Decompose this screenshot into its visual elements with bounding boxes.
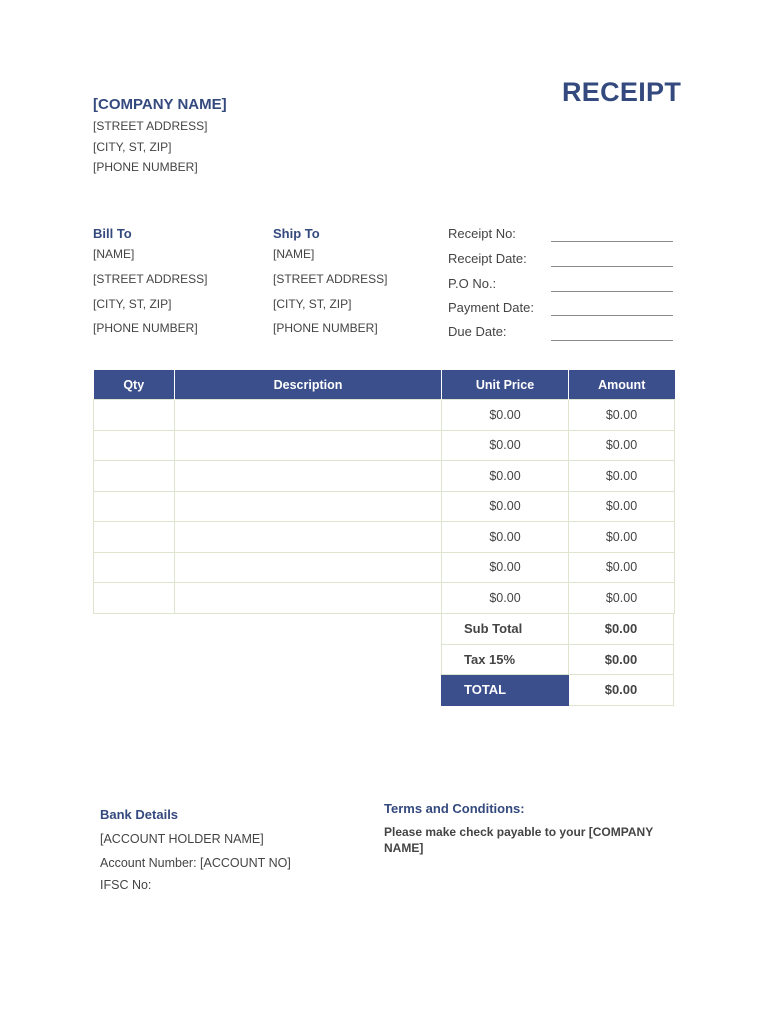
cell-unit-price: $0.00 [442,583,569,614]
total-value: $0.00 [569,675,674,706]
ship-to-city: [CITY, ST, ZIP] [273,297,352,311]
receipt-date-label: Receipt Date: [448,251,527,266]
total-label: TOTAL [442,675,569,706]
cell-qty [94,461,175,492]
cell-unit-price: $0.00 [442,522,569,553]
company-street: [STREET ADDRESS] [93,119,208,133]
cell-amount: $0.00 [569,552,675,583]
items-table [93,370,675,614]
receipt-date-field[interactable] [551,266,673,267]
table-row [94,461,675,492]
column-header-qty: Qty [94,370,175,400]
tax-value: $0.00 [569,644,674,675]
table-row [94,491,675,522]
cell-amount: $0.00 [569,400,675,431]
total-row [442,675,674,706]
cell-description [175,552,442,583]
column-header-description: Description [175,370,442,400]
cell-description [175,430,442,461]
bill-to-heading: Bill To [93,226,132,241]
cell-unit-price: $0.00 [442,552,569,583]
cell-amount: $0.00 [569,522,675,553]
company-name: [COMPANY NAME] [93,96,227,113]
cell-qty [94,491,175,522]
cell-amount: $0.00 [569,583,675,614]
account-holder: [ACCOUNT HOLDER NAME] [100,832,264,846]
ship-to-name: [NAME] [273,247,315,261]
receipt-title: RECEIPT [562,77,682,107]
cell-qty [94,522,175,553]
po-no-label: P.O No.: [448,276,497,291]
bill-to-phone: [PHONE NUMBER] [93,321,198,335]
tax-row [442,644,674,675]
cell-amount: $0.00 [569,461,675,492]
table-row [94,522,675,553]
ifsc-no: IFSC No: [100,878,152,892]
cell-qty [94,552,175,583]
column-header-amount: Amount [569,370,675,400]
items-header-row [94,370,675,400]
subtotal-row [442,614,674,645]
cell-description [175,583,442,614]
cell-unit-price: $0.00 [442,400,569,431]
company-phone: [PHONE NUMBER] [93,160,198,174]
due-date-label: Due Date: [448,324,507,339]
ship-to-heading: Ship To [273,226,320,241]
cell-unit-price: $0.00 [442,430,569,461]
cell-description [175,400,442,431]
cell-qty [94,583,175,614]
cell-qty [94,400,175,431]
cell-description [175,522,442,553]
cell-unit-price: $0.00 [442,461,569,492]
subtotal-value: $0.00 [569,614,674,645]
po-no-field[interactable] [551,291,673,292]
table-row [94,552,675,583]
ship-to-phone: [PHONE NUMBER] [273,321,378,335]
bill-to-street: [STREET ADDRESS] [93,272,208,286]
bill-to-name: [NAME] [93,247,135,261]
terms-heading: Terms and Conditions: [384,801,525,816]
payment-date-label: Payment Date: [448,300,534,315]
tax-label: Tax 15% [442,644,569,675]
cell-amount: $0.00 [569,491,675,522]
table-row [94,583,675,614]
cell-description [175,461,442,492]
cell-unit-price: $0.00 [442,491,569,522]
bill-to-city: [CITY, ST, ZIP] [93,297,172,311]
receipt-no-label: Receipt No: [448,226,516,241]
table-row [94,400,675,431]
column-header-unit-price: Unit Price [442,370,569,400]
bank-details-heading: Bank Details [100,807,179,822]
cell-qty [94,430,175,461]
receipt-no-field[interactable] [551,241,673,242]
payment-date-field[interactable] [551,315,673,316]
due-date-field[interactable] [551,340,673,341]
terms-body: Please make check payable to your [COMPANY NAME] [384,825,653,855]
totals-table [441,613,674,706]
cell-amount: $0.00 [569,430,675,461]
cell-description [175,491,442,522]
company-city: [CITY, ST, ZIP] [93,140,172,154]
account-number: Account Number: [ACCOUNT NO] [100,856,291,870]
subtotal-label: Sub Total [442,614,569,645]
table-row [94,430,675,461]
ship-to-street: [STREET ADDRESS] [273,272,388,286]
